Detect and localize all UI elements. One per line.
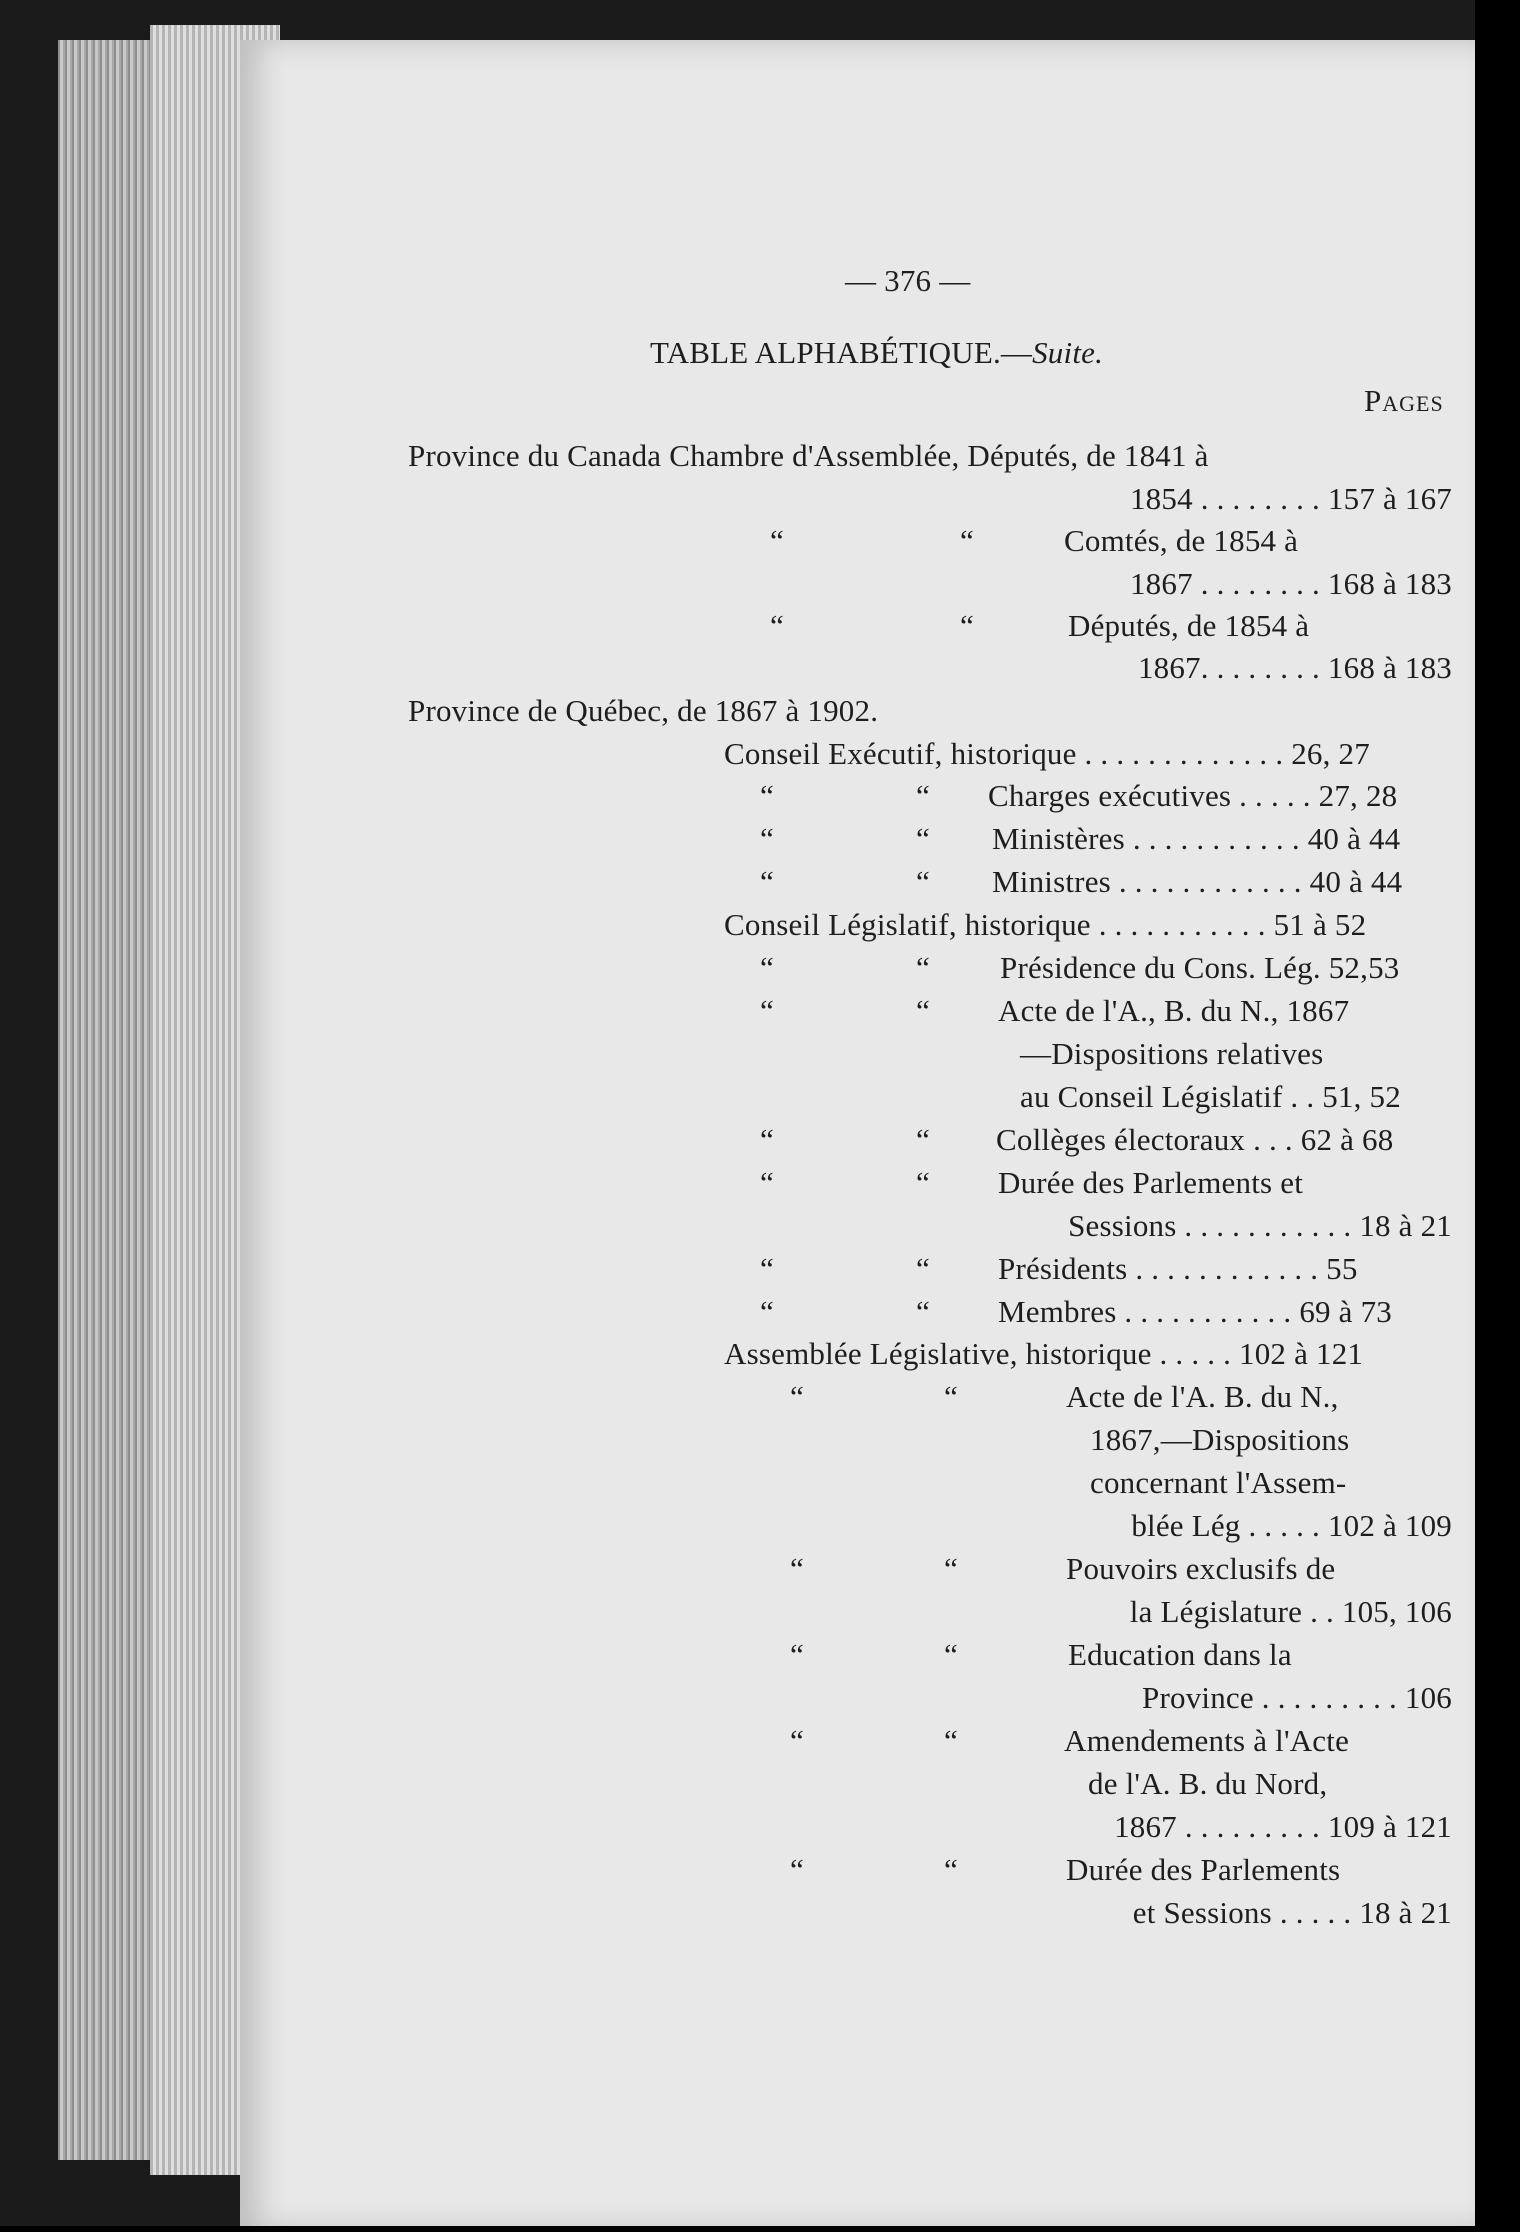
page-title xyxy=(650,337,1103,368)
ditto-mark: “ xyxy=(944,1723,958,1758)
ditto-mark: “ xyxy=(760,864,774,899)
index-entry-line: Education dans la xyxy=(1068,1637,1292,1672)
scan-border-bottom xyxy=(0,2226,1520,2232)
ditto-mark: “ xyxy=(760,1165,774,1200)
ditto-mark: “ xyxy=(760,778,774,813)
ditto-mark: “ xyxy=(916,1165,930,1200)
ditto-mark: “ xyxy=(790,1723,804,1758)
index-entry-line: Assemblée Législative, historique . . . . . 102 à 121 xyxy=(724,1336,1364,1371)
index-entry-line: 1854 . . . . . . . . 157 à 167 xyxy=(1129,481,1452,516)
ditto-mark: “ xyxy=(916,864,930,899)
ditto-mark: “ xyxy=(760,821,774,856)
index-entry-line: Province . . . . . . . . . 106 xyxy=(1142,1680,1452,1715)
ditto-mark: “ xyxy=(916,1122,930,1157)
index-entry-line: Amendements à l'Acte xyxy=(1064,1723,1350,1758)
index-entry-line: Conseil Exécutif, historique . . . . . . . . . . . . . 26, 27 xyxy=(724,736,1370,771)
index-entry-line: Présidence du Cons. Lég. 52,53 xyxy=(1000,950,1400,985)
index-entry-line: Province du Canada Chambre d'Assemblée, Députés, de 1841 à xyxy=(408,438,1209,473)
index-entry-line: —Dispositions relatives xyxy=(1020,1036,1324,1071)
index-entry-line: blée Lég . . . . . 102 à 109 xyxy=(1131,1508,1452,1543)
index-entry-line: la Législature . . 105, 106 xyxy=(1129,1594,1452,1629)
ditto-mark: “ xyxy=(790,1852,804,1887)
ditto-mark: “ xyxy=(944,1551,958,1586)
ditto-mark: “ xyxy=(916,778,930,813)
ditto-mark: “ xyxy=(916,821,930,856)
ditto-mark: “ xyxy=(944,1637,958,1672)
ditto-mark: “ xyxy=(790,1551,804,1586)
ditto-mark: “ xyxy=(916,993,930,1028)
ditto-mark: “ xyxy=(960,523,974,558)
index-entry-line: Pouvoirs exclusifs de xyxy=(1066,1551,1336,1586)
index-entry-line: Durée des Parlements xyxy=(1066,1852,1341,1887)
ditto-mark: “ xyxy=(916,1251,930,1286)
scan-border xyxy=(1475,0,1520,2232)
ditto-mark: “ xyxy=(944,1379,958,1414)
index-entry-line: Membres . . . . . . . . . . . 69 à 73 xyxy=(998,1294,1392,1329)
index-entry-line: Collèges électoraux . . . 62 à 68 xyxy=(996,1122,1394,1157)
ditto-mark: “ xyxy=(916,950,930,985)
index-entry-line: Acte de l'A., B. du N., 1867 xyxy=(998,993,1350,1028)
pages-column-label: Pages xyxy=(1364,383,1444,418)
index-entry-line: Charges exécutives . . . . . 27, 28 xyxy=(988,778,1398,813)
title-main: TABLE ALPHABÉTIQUE.— xyxy=(650,335,1033,370)
index-entry-line: Conseil Législatif, historique . . . . . . . . . . . 51 à 52 xyxy=(724,907,1367,942)
ditto-mark: “ xyxy=(760,993,774,1028)
ditto-mark: “ xyxy=(944,1852,958,1887)
index-entry-line: au Conseil Législatif . . 51, 52 xyxy=(1020,1079,1401,1114)
index-entry-line: 1867,—Dispositions xyxy=(1090,1422,1350,1457)
index-entry-line: Présidents . . . . . . . . . . . . 55 xyxy=(998,1251,1358,1286)
page-number: — 376 — xyxy=(845,263,971,298)
ditto-mark: “ xyxy=(760,1294,774,1329)
ditto-mark: “ xyxy=(770,608,784,643)
ditto-mark: “ xyxy=(760,1251,774,1286)
index-entry-line: 1867 . . . . . . . . . 109 à 121 xyxy=(1114,1809,1452,1844)
index-entry-line: et Sessions . . . . . 18 à 21 xyxy=(1132,1895,1452,1930)
index-entry-line: Députés, de 1854 à xyxy=(1068,608,1310,643)
ditto-mark: “ xyxy=(760,1122,774,1157)
ditto-mark: “ xyxy=(760,950,774,985)
index-entry-line: Acte de l'A. B. du N., xyxy=(1066,1379,1339,1414)
index-entry-line: Province de Québec, de 1867 à 1902. xyxy=(408,693,879,728)
ditto-mark: “ xyxy=(916,1294,930,1329)
title-suffix: Suite. xyxy=(1032,335,1104,370)
index-entry-line: Comtés, de 1854 à xyxy=(1064,523,1299,558)
index-entry-line: concernant l'Assem- xyxy=(1090,1465,1347,1500)
index-entry-line: 1867. . . . . . . . 168 à 183 xyxy=(1137,650,1452,685)
ditto-mark: “ xyxy=(770,523,784,558)
ditto-mark: “ xyxy=(790,1637,804,1672)
index-entry-line: Sessions . . . . . . . . . . . 18 à 21 xyxy=(1068,1208,1452,1243)
ditto-mark: “ xyxy=(790,1379,804,1414)
ditto-mark: “ xyxy=(960,608,974,643)
index-entry-line: Durée des Parlements et xyxy=(998,1165,1304,1200)
index-entry-line: de l'A. B. du Nord, xyxy=(1088,1766,1328,1801)
index-entry-line: Ministres . . . . . . . . . . . . 40 à 44 xyxy=(992,864,1403,899)
index-entry-line: Ministères . . . . . . . . . . . 40 à 44 xyxy=(992,821,1401,856)
index-entry-line: 1867 . . . . . . . . 168 à 183 xyxy=(1129,566,1452,601)
